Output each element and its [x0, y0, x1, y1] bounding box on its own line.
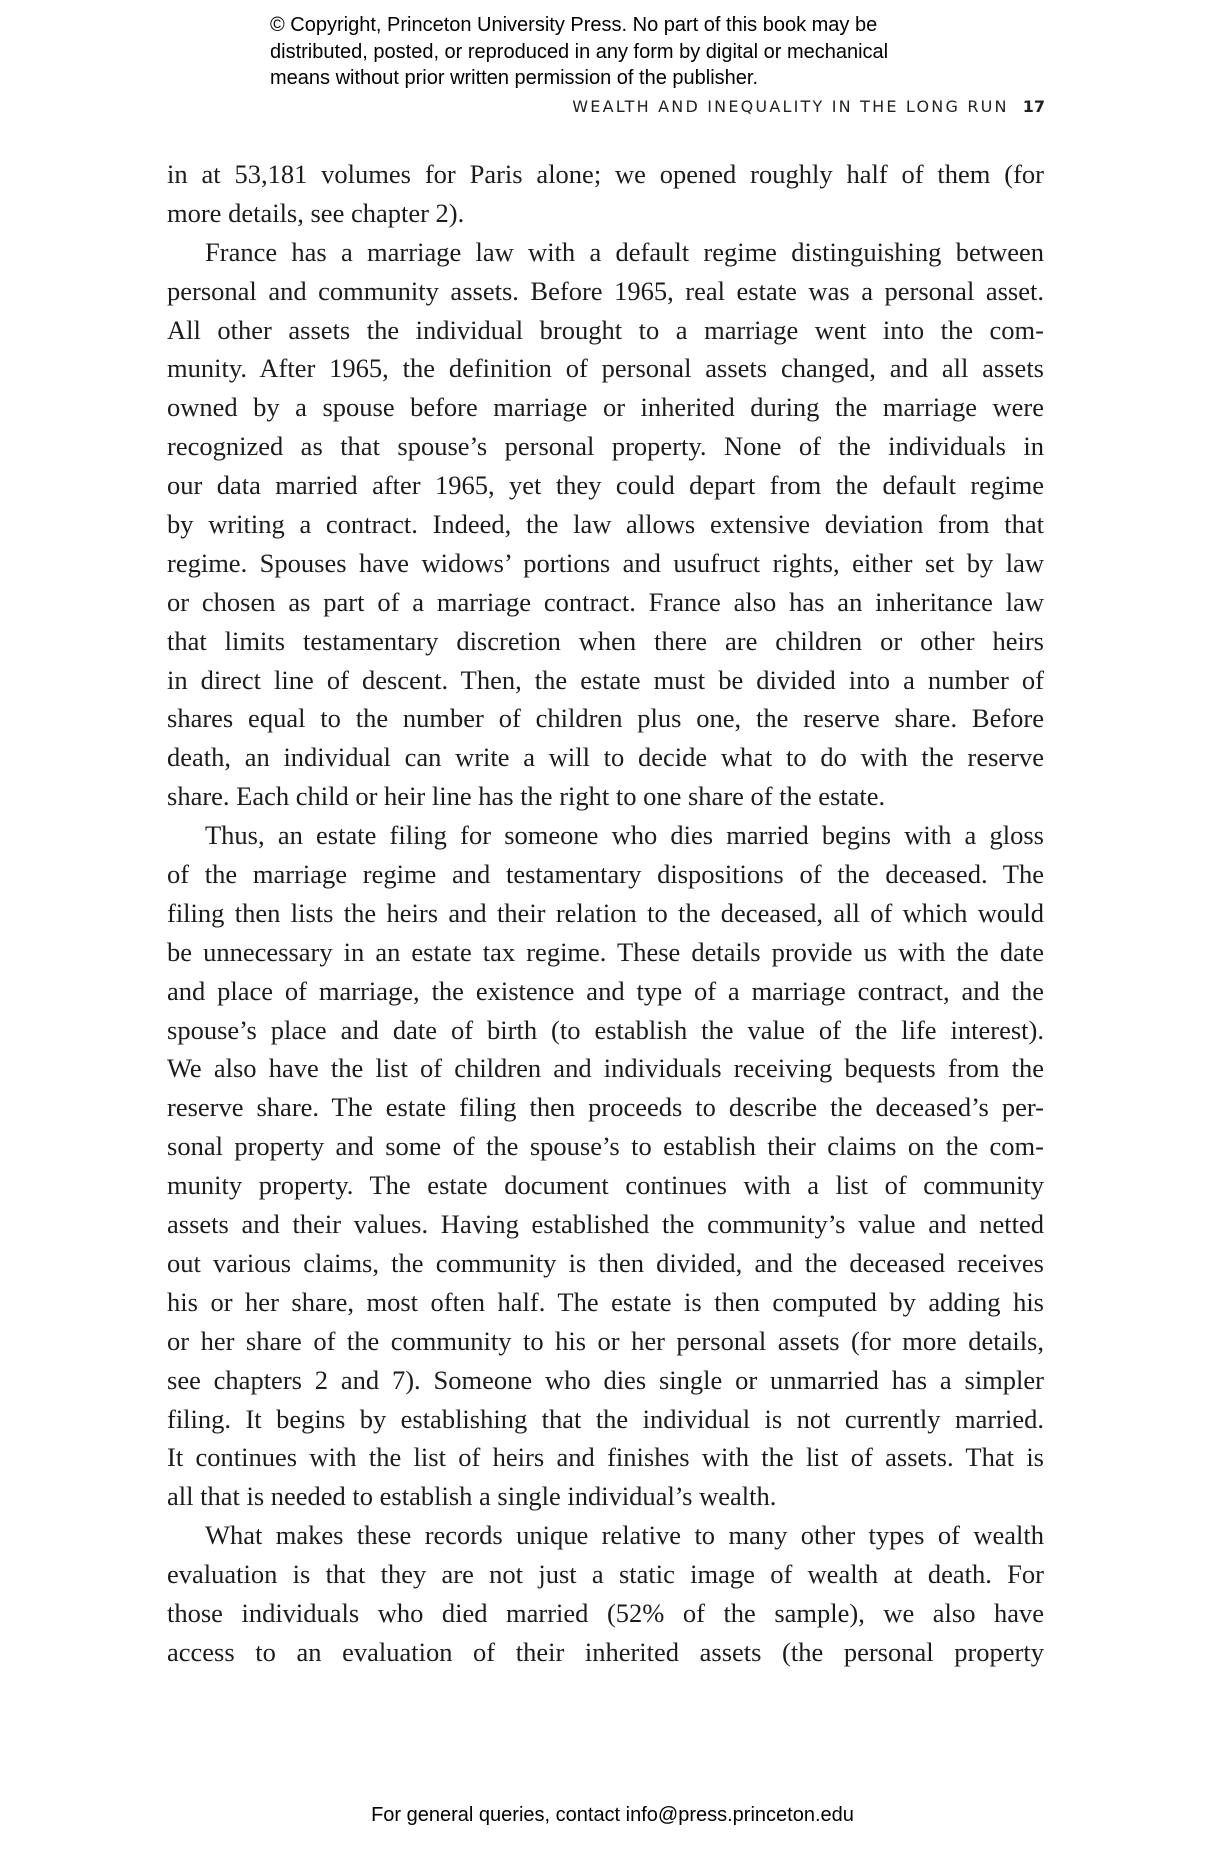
- text-line: in at 53,181 volumes for Paris alone; we opened roughly half of them (for: [167, 159, 1044, 189]
- text-line: or chosen as part of a marriage contract. France also has an inheritance law: [167, 586, 1044, 617]
- text-line: It continues with the list of heirs and finishes with the list of assets. That is: [167, 1442, 1044, 1473]
- footer-contact: For general queries, contact info@press.princeton.edu: [371, 1804, 854, 1826]
- text-line: share. Each child or heir line has the right to one share of the estate.: [167, 781, 886, 812]
- text-line: those individuals who died married (52% of the sample), we also have: [167, 1597, 1044, 1628]
- text-line: reserve share. The estate filing then proceeds to describe the deceased’s per-: [167, 1092, 1044, 1123]
- text-line: All other assets the individual brought to a marriage went into the com-: [167, 314, 1044, 345]
- text-line: owned by a spouse before marriage or inherited during the marriage were: [167, 392, 1044, 423]
- text-line: personal and community assets. Before 1965, real estate was a personal asset.: [167, 275, 1044, 306]
- text-line: out various claims, the community is then divided, and the deceased receives: [167, 1247, 1044, 1278]
- paragraph: [167, 1516, 1044, 1672]
- copyright-line: means without prior written permission of the publisher.: [270, 67, 759, 89]
- text-line: filing. It begins by establishing that the individual is not currently married.: [167, 1403, 1044, 1434]
- copyright-notice: [270, 12, 888, 92]
- text-line: access to an evaluation of their inherited assets (the personal property: [167, 1636, 1044, 1667]
- text-line: sonal property and some of the spouse’s to establish their claims on the com-: [167, 1131, 1044, 1162]
- text-line: munity. After 1965, the definition of personal assets changed, and all assets: [167, 353, 1044, 384]
- text-line: by writing a contract. Indeed, the law allows extensive deviation from that: [167, 509, 1044, 540]
- text-line: regime. Spouses have widows’ portions and usufruct rights, either set by law: [167, 547, 1044, 578]
- body-text: [167, 155, 1044, 1672]
- text-line: of the marriage regime and testamentary dispositions of the deceased. The: [167, 859, 1044, 890]
- running-head: [572, 97, 1045, 116]
- text-line: more details, see chapter 2).: [167, 197, 465, 228]
- text-line: Thus, an estate filing for someone who dies married begins with a gloss: [205, 820, 1044, 851]
- text-line: see chapters 2 and 7). Someone who dies single or unmarried has a simpler: [167, 1364, 1044, 1395]
- text-line: What makes these records unique relative to many other types of wealth: [205, 1520, 1044, 1551]
- copyright-line: distributed, posted, or reproduced in any form by digital or mechanical: [270, 40, 889, 63]
- paragraph: [167, 155, 1044, 233]
- copyright-line: © Copyright, Princeton University Press. No part of this book may be: [270, 14, 878, 36]
- text-line: his or her share, most often half. The estate is then computed by adding his: [167, 1286, 1044, 1317]
- text-line: our data married after 1965, yet they could depart from the default regime: [167, 470, 1044, 501]
- text-line: spouse’s place and date of birth (to establish the value of the life interest).: [167, 1014, 1044, 1045]
- text-line: assets and their values. Having established the community’s value and netted: [167, 1209, 1044, 1240]
- text-line: munity property. The estate document continues with a list of community: [167, 1170, 1044, 1201]
- text-line: evaluation is that they are not just a static image of wealth at death. For: [167, 1559, 1044, 1590]
- text-line: in direct line of descent. Then, the estate must be divided into a number of: [167, 664, 1044, 695]
- page-number: 17: [1022, 97, 1045, 116]
- running-head-title: WEALTH AND INEQUALITY IN THE LONG RUN: [572, 97, 1009, 116]
- text-line: all that is needed to establish a single individual’s wealth.: [167, 1481, 777, 1512]
- text-line: shares equal to the number of children plus one, the reserve share. Before: [167, 703, 1044, 734]
- text-line: that limits testamentary discretion when there are children or other heirs: [167, 625, 1044, 656]
- text-line: recognized as that spouse’s personal property. None of the individuals in: [167, 431, 1044, 462]
- paragraph: [167, 233, 1044, 816]
- text-line: or her share of the community to his or her personal assets (for more details,: [167, 1325, 1044, 1356]
- text-line: death, an individual can write a will to decide what to do with the reserve: [167, 742, 1044, 773]
- text-line: filing then lists the heirs and their relation to the deceased, all of which would: [167, 897, 1044, 928]
- paragraph: [167, 816, 1044, 1516]
- text-line: be unnecessary in an estate tax regime. These details provide us with the date: [167, 936, 1044, 967]
- text-line: and place of marriage, the existence and type of a marriage contract, and the: [167, 975, 1044, 1006]
- text-line: France has a marriage law with a default regime distinguishing between: [205, 236, 1044, 267]
- text-line: We also have the list of children and individuals receiving bequests from the: [167, 1053, 1044, 1084]
